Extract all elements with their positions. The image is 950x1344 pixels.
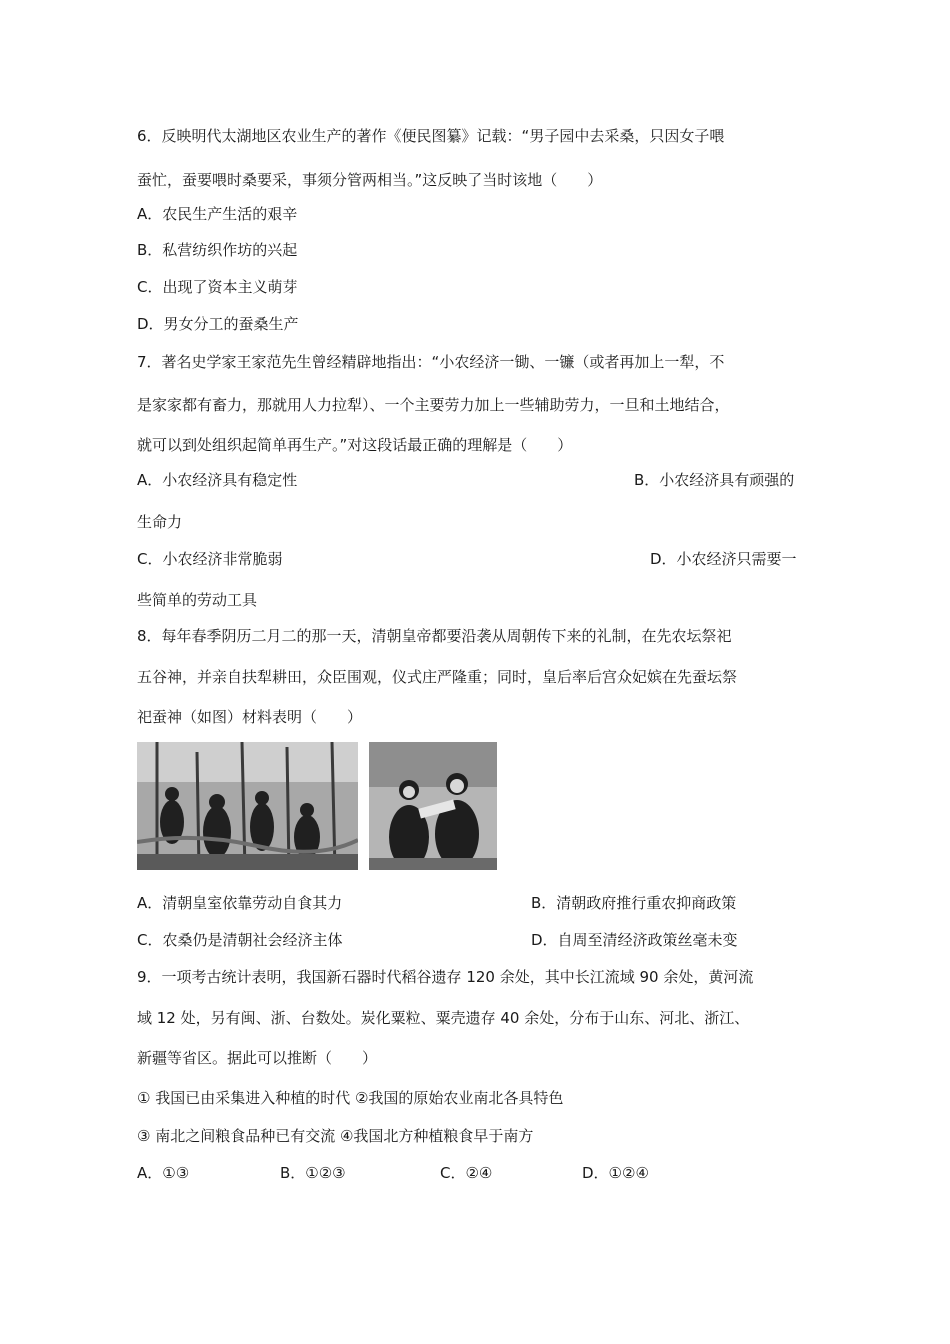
q8-option-c: C．农桑仍是清朝社会经济主体 — [137, 931, 343, 949]
q6-option-a: A．农民生产生活的艰辛 — [137, 205, 298, 223]
q9-option-b: B．①②③ — [280, 1164, 346, 1182]
q6-option-d: D．男女分工的蚕桑生产 — [137, 315, 299, 333]
q7-options-row-2 — [137, 549, 817, 569]
q8-stem-line-1: 8．每年春季阴历二月二的那一天，清朝皇帝都要沿袭从周朝传下来的礼制，在先农坛祭祀 — [137, 627, 732, 645]
q8-options-row-1 — [137, 893, 817, 913]
ceremony-plowing-photo — [137, 742, 358, 870]
q7-stem-line-1: 7．著名史学家王家范先生曾经精辟地指出：“小农经济一锄、一镰（或者再加上一犁，不 — [137, 353, 725, 371]
q9-option-d: D．①②④ — [582, 1164, 649, 1182]
q9-option-a: A．①③ — [137, 1164, 190, 1182]
ceremony-silkworm-photo — [369, 742, 497, 870]
q9-options-row — [137, 1163, 817, 1183]
q8-stem-line-2: 五谷神，并亲自扶犁耕田，众臣围观，仪式庄严隆重；同时，皇后率后宫众妃嫔在先蚕坛祭 — [137, 668, 738, 686]
q9-stem-line-2: 域 12 处，另有闽、浙、台数处。炭化粟粒、粟壳遗存 40 余处，分布于山东、河北、浙江、 — [137, 1009, 750, 1027]
q9-option-c: C．②④ — [440, 1164, 493, 1182]
q6-option-b: B．私营纺织作坊的兴起 — [137, 241, 298, 259]
q7-option-c: C．小农经济非常脆弱 — [137, 550, 283, 568]
q6-stem-line-2: 蚕忙，蚕要喂时桑要采，事须分管两相当。”这反映了当时该地（ ） — [137, 171, 603, 189]
q8-option-d: D．自周至清经济政策丝毫未变 — [531, 931, 738, 949]
q7-options-row-1 — [137, 470, 817, 490]
q8-options-row-2 — [137, 930, 817, 950]
q8-option-b: B．清朝政府推行重农抑商政策 — [531, 894, 737, 912]
q7-option-b: B．小农经济具有顽强的 — [634, 471, 795, 489]
q7-option-a: A．小农经济具有稳定性 — [137, 471, 298, 489]
q6-stem-line-1: 6．反映明代太湖地区农业生产的著作《便民图纂》记载：“男子园中去采桑，只因女子喂 — [137, 127, 725, 145]
q7-stem-line-3: 就可以到处组织起简单再生产。”对这段话最正确的理解是（ ） — [137, 436, 573, 454]
q7-stem-line-2: 是家家都有畜力，那就用人力拉犁）、一个主要劳力加上一些辅助劳力，一旦和土地结合， — [137, 396, 730, 414]
q9-stem-line-1: 9．一项考古统计表明，我国新石器时代稻谷遗存 120 余处，其中长江流域 90 余处，黄河流 — [137, 968, 754, 986]
q7-option-b-continued: 生命力 — [137, 513, 183, 531]
q6-option-c: C．出现了资本主义萌芽 — [137, 278, 298, 296]
q8-stem-line-3: 祀蚕神（如图）材料表明（ ） — [137, 708, 363, 726]
q7-option-d-continued: 些简单的劳动工具 — [137, 591, 258, 609]
q9-statements-line-2: ③ 南北之间粮食品种已有交流 ④我国北方种植粮食早于南方 — [137, 1127, 534, 1145]
q9-stem-line-3: 新疆等省区。据此可以推断（ ） — [137, 1049, 378, 1067]
q7-option-d: D．小农经济只需要一 — [650, 550, 797, 568]
q8-option-a: A．清朝皇室依靠劳动自食其力 — [137, 894, 343, 912]
q9-statements-line-1: ① 我国已由采集进入种植的时代 ②我国的原始农业南北各具特色 — [137, 1089, 564, 1107]
